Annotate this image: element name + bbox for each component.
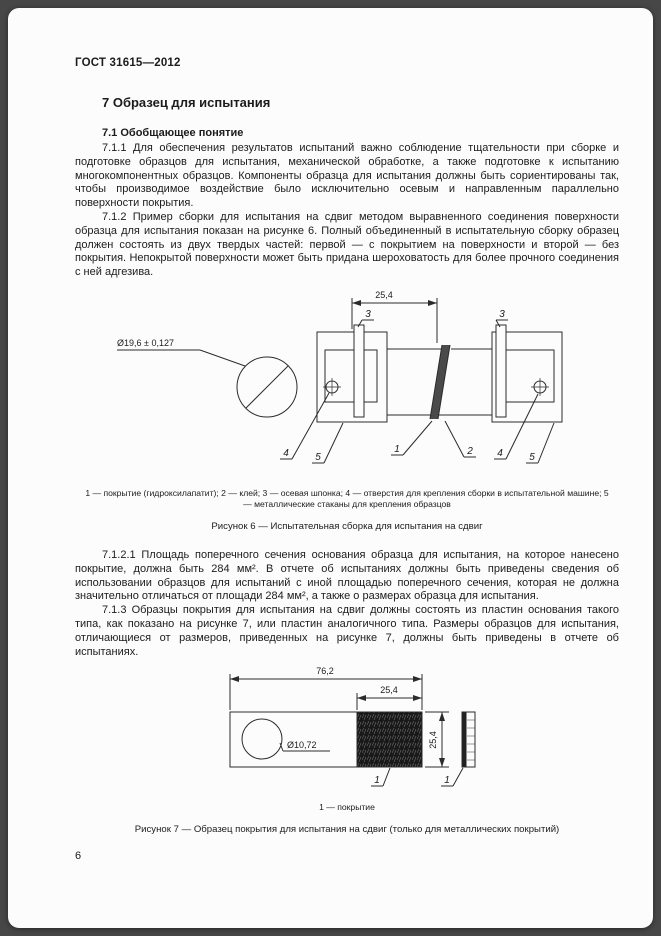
page-number: 6 [75,850,82,863]
fig7-callout-coating-front: 1 [374,775,380,787]
fig7-callout-coating-side: 1 [444,775,450,787]
fig6-callout-key-left: 3 [365,308,371,320]
paragraph-7-1-1: 7.1.1 Для обеспечения результатов испытаний важно соблюдение тщательности при сборке и подготовке образцов для испытания, механической обработке, а также подготовке к испытанию многокомпонентных образцов. Компоненты образца для испытания должны быть сориентированы так, чтобы производимое воздействие было исключительно осевым и направленным параллельно поверхности покрытия. [75,142,619,210]
fig6-callout-cup-right: 5 [529,451,535,463]
fig6-callout-hole-right: 4 [497,447,503,459]
fig6-callout-glue: 2 [467,445,473,457]
fig6-callout-key-right: 3 [499,308,505,320]
document-number: ГОСТ 31615—2012 [75,57,181,69]
fig7-dim-coating-width-label: 25,4 [380,685,398,696]
subsection-heading: 7.1 Обобщающее понятие [102,127,244,139]
fig6-linework [117,298,562,463]
figure-7-caption: Рисунок 7 — Образец покрытия для испытания на сдвиг (только для металлических покрытий) [134,824,560,836]
figure-6-legend: 1 — покрытие (гидроксилапатит); 2 — клей; 3 — осевая шпонка; 4 — отверстия для крепления сборки в испытательной машине; 5 — металлические стаканы для крепления образцов [85,487,609,509]
document-page [8,8,653,928]
fig6-callout-hole-left: 4 [283,447,289,459]
fig6-callout-coating: 1 [394,443,400,455]
paragraph-7-1-2-1: 7.1.2.1 Площадь поперечного сечения основания образца для испытания, на которое нанесено покрытие, должна быть 284 мм². В отчете об испытаниях должны быть приведены сведения об использовании образцов для испытаний с иной площадью поперечного сечения, которая не должна значительно отличаться от площади 284 мм², а также о размерах образца для испытания. [75,548,619,603]
fig6-diameter-label: Ø19,6 ± 0,127 [117,337,174,348]
fig7-dim-height-label: 25,4 [428,731,438,750]
paragraph-7-1-2: 7.1.2 Пример сборки для испытания на сдвиг методом выравненного соединения поверхности образца для испытания показан на рисунке 6. Полный объединенный в испытательную сборку образец должен состоять из двух твердых частей: первой — с покрытием на поверхности и второй — без покрытия. Непокрытой поверхности может быть придана шероховатость для более прочного соединения с ней адгезива. [75,210,619,279]
figure-7-legend: 1 — покрытие [319,802,375,813]
fig6-callout-cup-left: 5 [315,451,321,463]
figure-6-caption: Рисунок 6 — Испытательная сборка для испытания на сдвиг [211,520,483,532]
fig7-hole-diameter-label: Ø10,72 [287,740,317,751]
fig7-dim-width-label: 76,2 [316,666,334,677]
figure-6-drawing [112,287,582,482]
fig7-linework [230,674,475,786]
fig6-dim-top-label: 25,4 [375,289,393,300]
paragraph-7-1-3: 7.1.3 Образцы покрытия для испытания на сдвиг должны состоять из пластин основания такого типа, как показано на рисунке 7, или пластин аналогичного типа. Размеры образцов для испытания, отличающиеся от размеров, приведенных на рисунке 7, должны быть приведены в отчете об испытаниях. [75,604,619,658]
figure-7-drawing [197,664,497,796]
section-heading: 7 Образец для испытания [102,95,271,110]
